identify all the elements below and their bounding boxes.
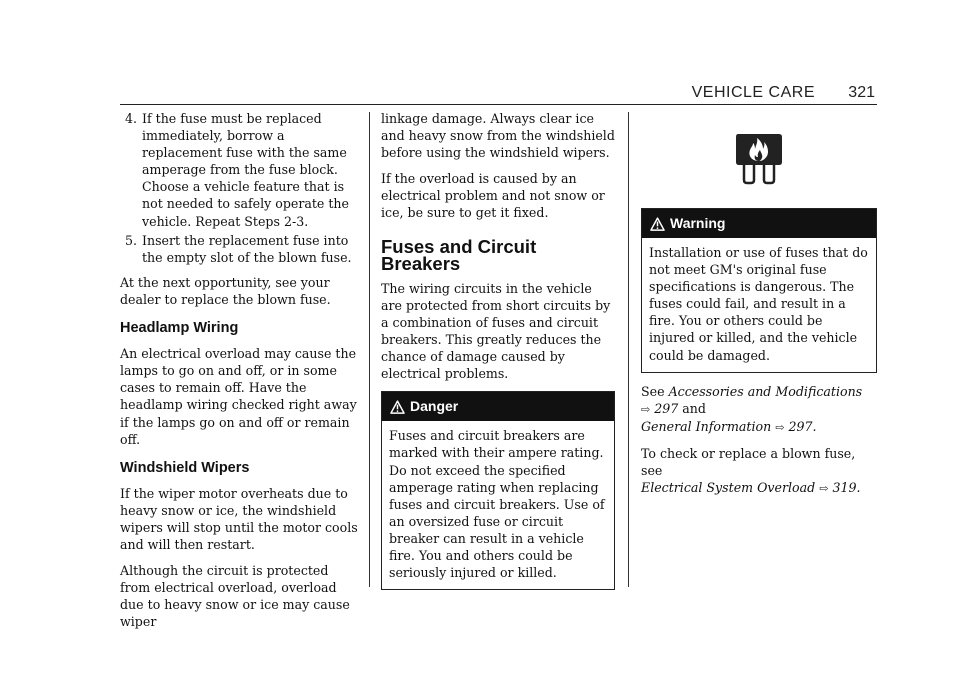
danger-title: Danger	[410, 398, 459, 415]
page-reference-arrow-icon: ⇨	[775, 420, 785, 434]
ref-electrical-overload-page[interactable]: 319.	[832, 480, 861, 496]
column-divider-2	[628, 112, 629, 587]
paragraph-wipers-2: Although the circuit is protected from electrical overload, overload due to heavy snow or ice may cause wiper	[120, 563, 350, 630]
warning-text: Installation or use of fuses that do not meet GM's original fuse specifications is dangerous. The fuses could fail, and result in a fire. You or others could be injured or killed, and the vehicle could be damaged.	[649, 245, 868, 363]
column-3	[641, 110, 877, 506]
see-references	[641, 383, 877, 436]
paragraph-next-opportunity: At the next opportunity, see your dealer to replace the blown fuse.	[120, 274, 331, 307]
fuse-fire-icon	[733, 130, 785, 186]
step-item	[120, 110, 360, 230]
see-prefix: See	[641, 383, 665, 399]
step-text: If the fuse must be replaced immediately, borrow a replacement fuse with the same amperage from the fuse block. Choose a vehicle feature that is not needed to safely operate the vehicle. Repeat Steps 2-3.	[142, 111, 349, 229]
page-reference-arrow-icon: ⇨	[641, 402, 651, 416]
column-2	[381, 110, 615, 590]
paragraph-wipers-1: If the wiper motor overheats due to heavy snow or ice, the windshield wipers will stop until the motor cools and will then restart.	[120, 485, 358, 553]
heading-headlamp-wiring: Headlamp Wiring	[120, 320, 239, 337]
paragraph-overload: If the overload is caused by an electrical problem and not snow or ice, be sure to get it fixed.	[381, 171, 605, 221]
paragraph-check-fuse	[641, 445, 877, 497]
header-rule	[120, 104, 877, 105]
paragraph-headlamp: An electrical overload may cause the lamps to go on and off, or in some cases to remain off. Have the headlamp wiring checked right away if the lamps go on and off or remain off.	[120, 346, 357, 447]
step-item	[120, 232, 360, 266]
section-title: VEHICLE CARE	[691, 84, 815, 101]
column-divider-1	[369, 112, 370, 587]
step-list	[120, 110, 360, 266]
heading-windshield-wipers: Windshield Wipers	[120, 459, 250, 476]
danger-box	[381, 391, 615, 590]
ref-electrical-overload-link[interactable]: Electrical System Overload	[641, 480, 816, 496]
step-text: Insert the replacement fuse into the empty slot of the blown fuse.	[142, 232, 352, 265]
ref-accessories-link[interactable]: Accessories and Modifications	[668, 383, 863, 399]
danger-text: Fuses and circuit breakers are marked with their ampere rating. Do not exceed the specified amperage rating when replacing fuses and circuit breakers. Use of an oversized fuse or circuit breaker can result in a vehicle fire. You and others could be seriously injured or killed.	[389, 428, 605, 581]
warning-title: Warning	[670, 214, 726, 231]
paragraph-fuses: The wiring circuits in the vehicle are protected from short circuits by a combination of fuses and circuit breakers. This greatly reduces the chance of damage caused by electrical problems.	[381, 280, 611, 382]
heading-fuses-circuit-breakers: Fuses and Circuit Breakers	[381, 235, 537, 274]
and-word: and	[682, 400, 706, 416]
step-number: 5.	[124, 232, 137, 248]
check-fuse-text: To check or replace a blown fuse, see	[641, 445, 856, 479]
ref-general-info-page[interactable]: 297.	[788, 418, 817, 434]
ref-accessories-page[interactable]: 297	[654, 400, 679, 416]
page-number: 321	[848, 84, 875, 101]
ref-general-info-link[interactable]: General Information	[641, 418, 772, 434]
caution-triangle-icon	[390, 400, 405, 414]
page-header	[120, 82, 877, 104]
paragraph-linkage-damage: linkage damage. Always clear ice and heavy snow from the windshield before using the windshield wipers.	[381, 111, 615, 161]
warning-box	[641, 208, 877, 373]
page-reference-arrow-icon: ⇨	[819, 482, 829, 496]
column-1	[120, 110, 360, 640]
warning-banner	[642, 209, 876, 238]
danger-banner	[382, 392, 614, 421]
step-number: 4.	[124, 111, 137, 126]
caution-triangle-icon	[650, 217, 665, 231]
